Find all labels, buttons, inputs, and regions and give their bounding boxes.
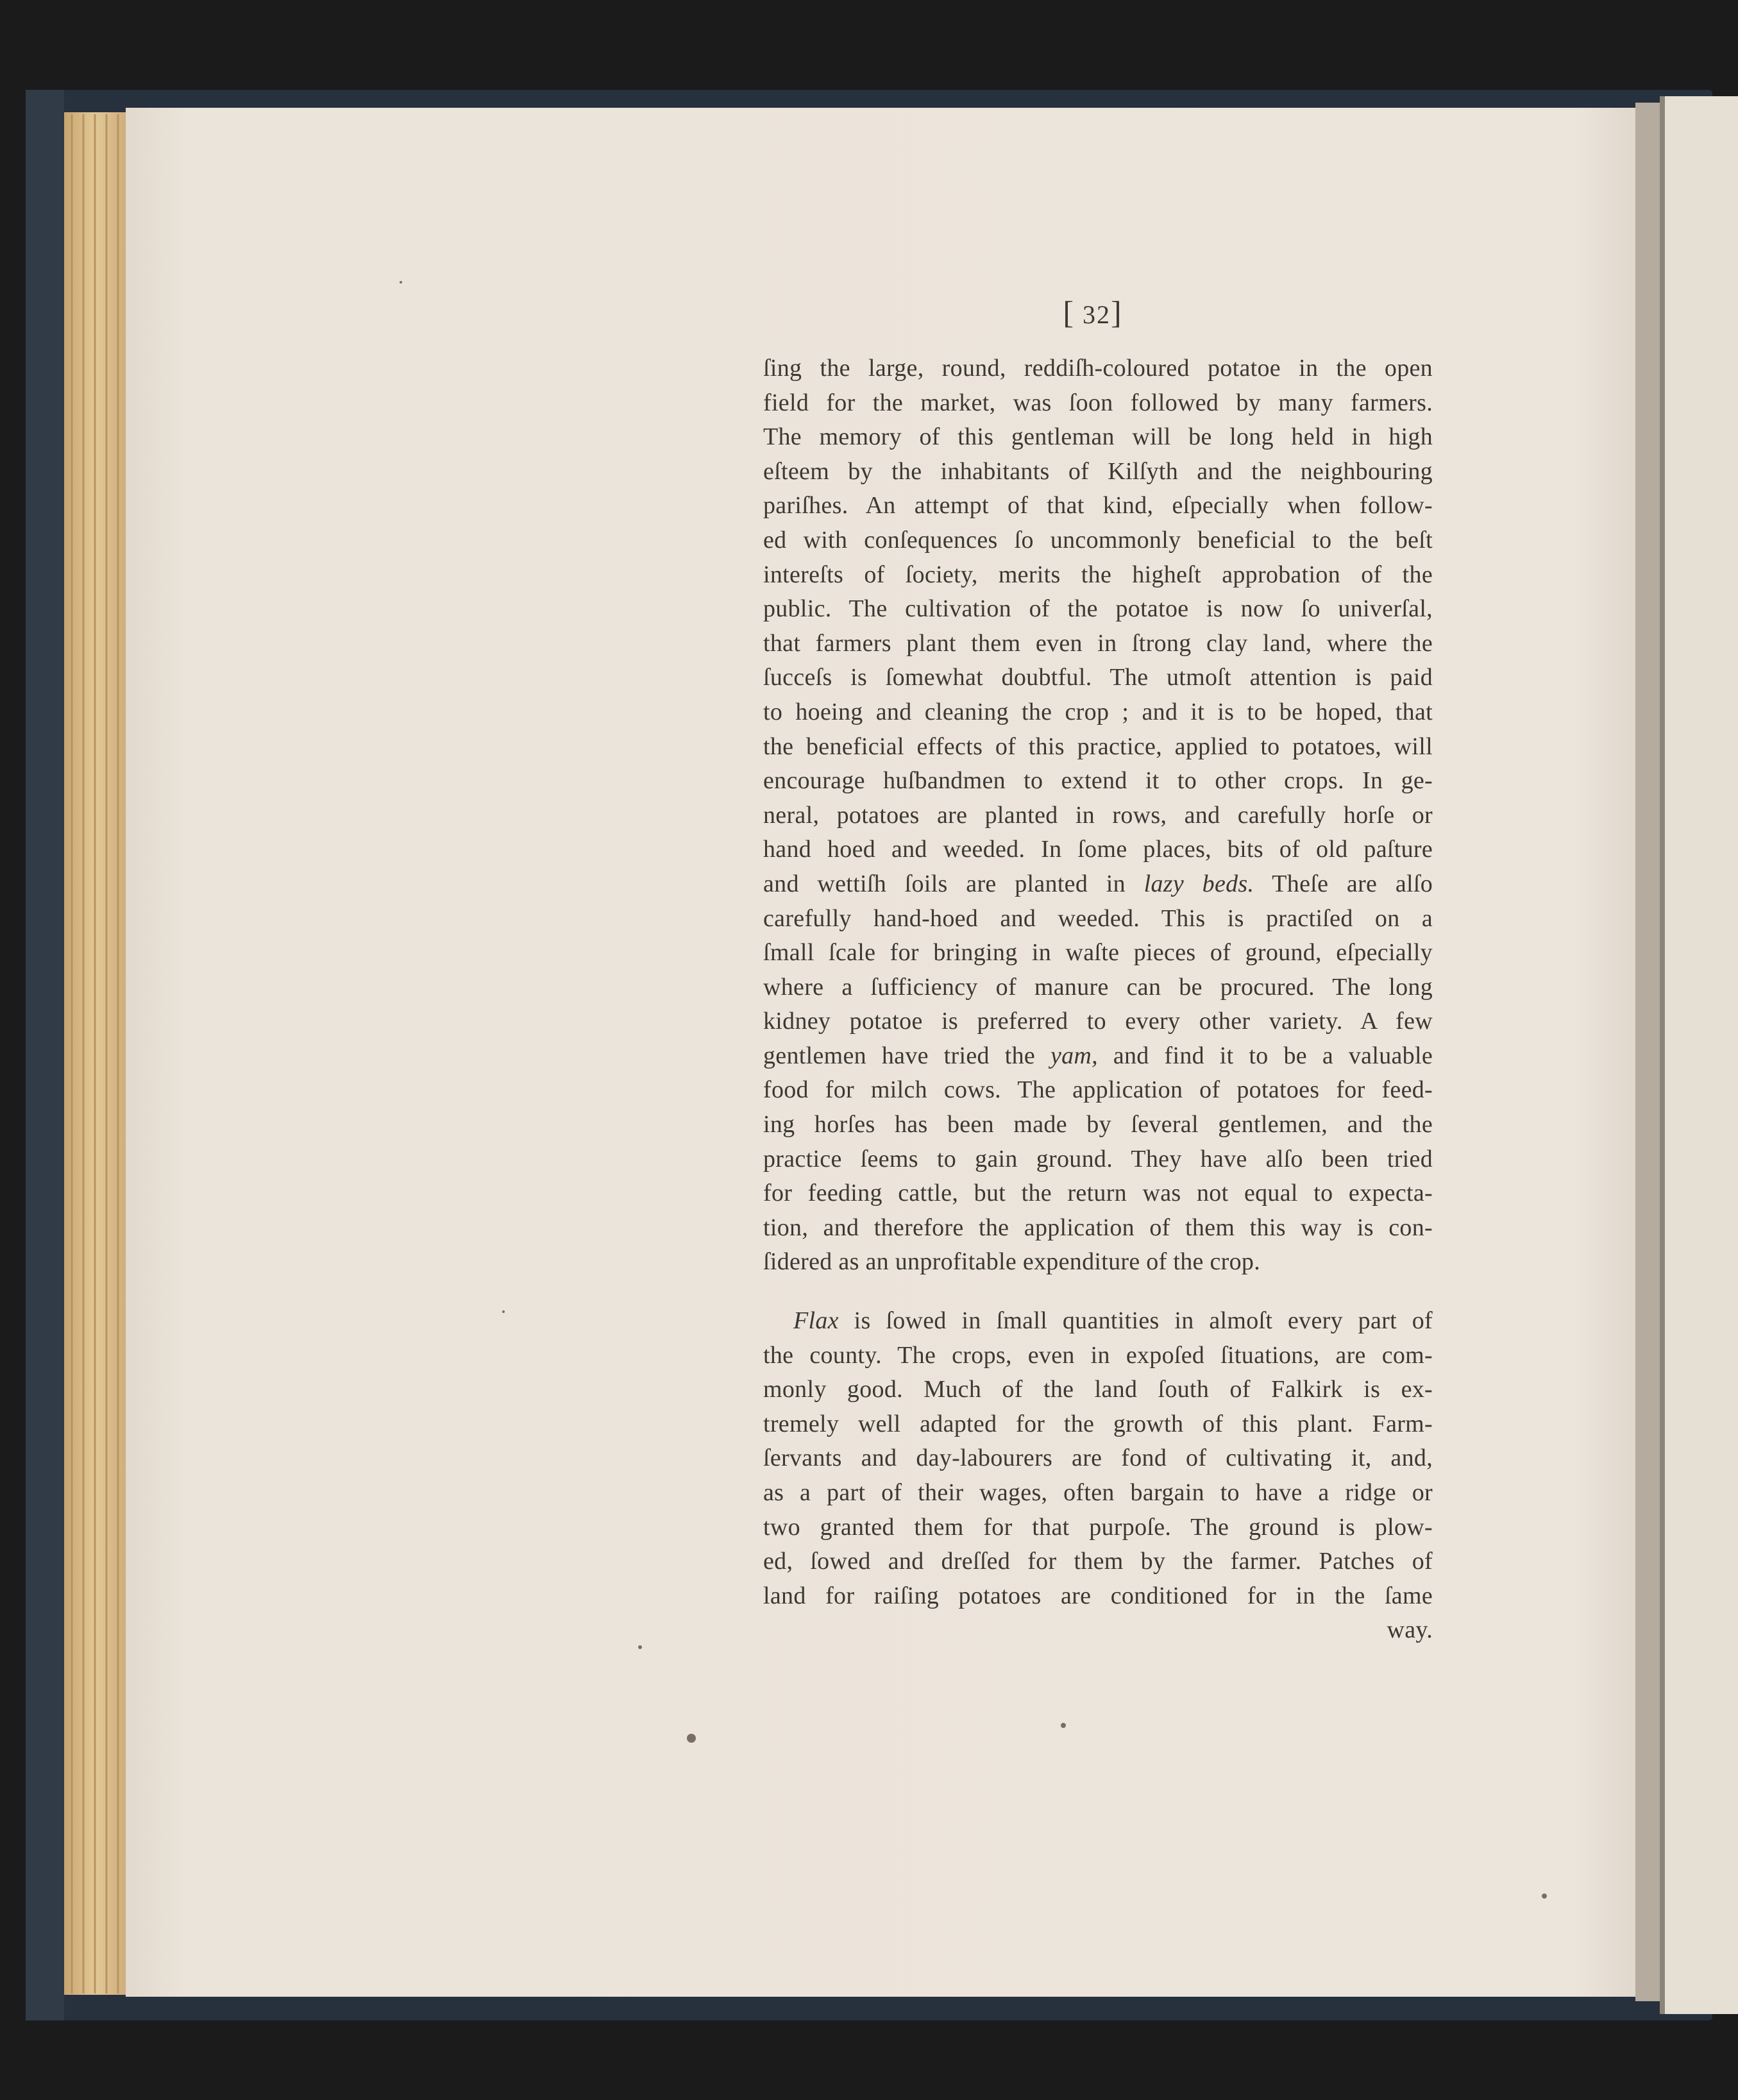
paragraph-gap: [763, 1280, 1433, 1304]
text-line: tion, and therefore the application of them this way is con-: [763, 1214, 1433, 1241]
text-line: ſucceſs is ſomewhat doubtful. The utmoſt attention is paid: [763, 664, 1433, 691]
text-line: hand hoed and weeded. In ſome places, bits of old paſture: [763, 836, 1433, 863]
text-line: public. The cultivation of the potatoe is now ſo univerſal,: [763, 595, 1433, 623]
text-line: ſing the large, round, reddiſh-coloured potatoe in the open: [763, 355, 1433, 382]
text-line: for feeding cattle, but the return was not equal to expecta-: [763, 1180, 1433, 1207]
text-line: field for the market, was ſoon followed by many farmers.: [763, 389, 1433, 416]
gutter-shadow: [1635, 103, 1661, 2001]
body-text: [763, 351, 1433, 1648]
italic-flax: Flax: [793, 1307, 839, 1335]
text-line-flax: Flax is ſowed in ſmall quantities in almoſt every part of: [793, 1307, 1433, 1335]
page-number-value: 32: [1083, 300, 1111, 329]
paragraph-flax: [763, 1304, 1433, 1648]
text-line: land for raiſing potatoes are conditioned for in the ſame: [763, 1582, 1433, 1609]
text-line: two granted them for that purpoſe. The ground is plow-: [763, 1513, 1433, 1541]
text-line: the beneficial effects of this practice, applied to potatoes, will: [763, 732, 1433, 760]
text-line: monly good. Much of the land ſouth of Falkirk is ex-: [763, 1376, 1433, 1403]
text-line: the county. The crops, even in expoſed ſituations, are com-: [763, 1341, 1433, 1369]
facing-page: [1661, 96, 1738, 2014]
text-line: ſmall ſcale for bringing in waſte pieces of ground, eſpecially: [763, 939, 1433, 967]
text-line: practice ſeems to gain ground. They have alſo been tried: [763, 1145, 1433, 1173]
cover-board-wear: [26, 90, 64, 2020]
text-line: carefully hand-hoed and weeded. This is practiſed on a: [763, 904, 1433, 932]
text-line: as a part of their wages, often bargain to have a ridge or: [763, 1479, 1433, 1506]
text-line: ing horſes has been made by ſeveral gentlemen, and the: [763, 1111, 1433, 1139]
catchword: way.: [1387, 1616, 1433, 1644]
text-line: ſidered as an unprofitable expenditure of the crop.: [763, 1248, 1261, 1276]
paragraph-potatoes: [763, 351, 1433, 1280]
text-line: tremely well adapted for the growth of this plant. Farm-: [763, 1410, 1433, 1437]
text-line: The memory of this gentleman will be long held in high: [763, 423, 1433, 451]
text-line: where a ſufficiency of manure can be procured. The long: [763, 973, 1433, 1001]
text-line: ed, ſowed and dreſſed for them by the farmer. Patches of: [763, 1548, 1433, 1575]
text-line-lazy-beds: and wettiſh ſoils are planted in lazy beds. Theſe are alſo: [763, 870, 1433, 897]
facing-page-edge: [1660, 96, 1665, 2014]
text-line: that farmers plant them even in ſtrong clay land, where the: [763, 629, 1433, 657]
text-line: intereſts of ſociety, merits the higheſt approbation of the: [763, 561, 1433, 588]
text-line: kidney potatoe is preferred to every other variety. A few: [763, 1008, 1433, 1035]
page-number: [32]: [1063, 294, 1131, 330]
text-line: pariſhes. An attempt of that kind, eſpecially when follow-: [763, 492, 1433, 520]
text-line: food for milch cows. The application of potatoes for feed-: [763, 1076, 1433, 1104]
text-line: to hoeing and cleaning the crop ; and it is to be hoped, that: [763, 698, 1433, 725]
text-line: eſteem by the inhabitants of Kilſyth and the neighbouring: [763, 457, 1433, 485]
text-line: ed with conſequences ſo uncommonly beneficial to the beſt: [763, 526, 1433, 554]
text-line: ſervants and day-labourers are fond of cultivating it, and,: [763, 1444, 1433, 1472]
text-line: encourage huſbandmen to extend it to other crops. In ge-: [763, 767, 1433, 795]
text-line-yam: gentlemen have tried the yam, and find it to be a valuable: [763, 1042, 1433, 1069]
text-line: neral, potatoes are planted in rows, and carefully horſe or: [763, 801, 1433, 829]
italic-lazy-beds: lazy beds.: [1143, 870, 1254, 897]
italic-yam: yam,: [1050, 1042, 1098, 1069]
